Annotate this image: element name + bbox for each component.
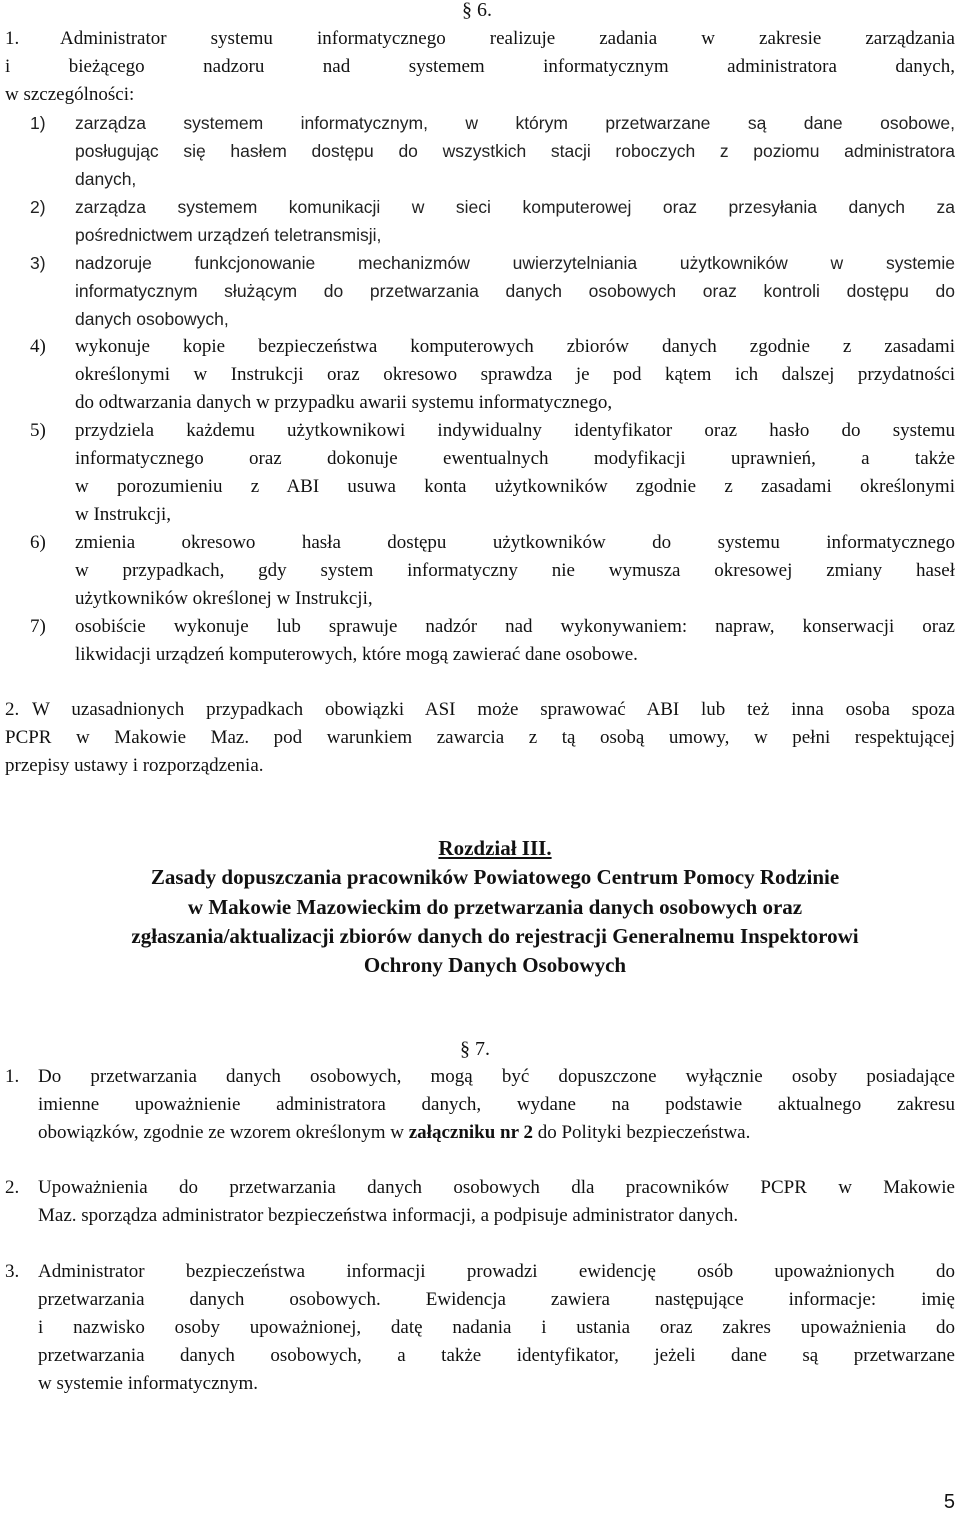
paragraph-text: przetwarzania danych osobowych, a także identyfikator, jeżeli dane są przetwarzane [38, 1345, 955, 1366]
paragraph-text: Maz. sporządza administrator bezpieczeństwa informacji, a podpisuje administrator danych. [38, 1205, 739, 1226]
chapter-title: zgłaszania/aktualizacji zbiorów danych do rejestracji Generalnemu Inspektorowi [131, 924, 859, 948]
list-item-number: 1) [30, 113, 46, 133]
paragraph-text: w systemie informatycznym. [38, 1373, 259, 1394]
list-item-text: posługując się hasłem dostępu do wszystkich stacji roboczych z poziomu administratora [75, 141, 955, 161]
paragraph-text: Do przetwarzania danych osobowych, mogą być dopuszczone wyłącznie osoby posiadające [38, 1066, 955, 1087]
list-item-text: w porozumieniu z ABI usuwa konta użytkowników zgodnie z zasadami określonymi [75, 476, 955, 497]
list-item-text: zmienia okresowo hasła dostępu użytkowników do systemu informatycznego [75, 532, 955, 553]
list-item-text: likwidacji urządzeń komputerowych, które mogą zawierać dane osobowe. [75, 644, 638, 665]
page-number: 5 [943, 1491, 955, 1513]
list-item-text: pośrednictwem urządzeń teletransmisji, [75, 225, 382, 245]
paragraph-text: i bieżącego nadzoru nad systemem informatycznym administratora danych, [5, 56, 955, 77]
paragraph-number: 1. [5, 1066, 20, 1087]
paragraph-number: 2. [5, 1177, 20, 1198]
paragraph-text: przepisy ustawy i rozporządzenia. [5, 755, 264, 776]
chapter-label: Rozdział III. [438, 836, 552, 860]
chapter-title: Zasady dopuszczania pracowników Powiatowego Centrum Pomocy Rodzinie [150, 865, 840, 889]
text-span: do Polityki bezpieczeństwa. [532, 1122, 751, 1143]
list-item-number: 7) [30, 616, 46, 637]
paragraph-text [38, 1121, 750, 1145]
list-item-number: 6) [30, 532, 46, 553]
chapter-title: Ochrony Danych Osobowych [363, 953, 627, 977]
list-item-text: w przypadkach, gdy system informatyczny nie wymusza okresowej zmiany haseł [75, 560, 955, 581]
list-item-number: 5) [30, 420, 46, 441]
paragraph-number: 3. [5, 1261, 20, 1282]
list-item-number: 4) [30, 336, 46, 357]
attachment-reference: załączniku nr 2 [408, 1122, 533, 1143]
paragraph-text: Upoważnienia do przetwarzania danych osobowych dla pracowników PCPR w Makowie [38, 1177, 955, 1198]
paragraph-text: w szczególności: [5, 84, 135, 105]
list-item-text: przydziela każdemu użytkownikowi indywidualny identyfikator oraz hasło do systemu [75, 420, 955, 441]
list-item-number: 3) [30, 253, 46, 273]
list-item-text: w Instrukcji, [75, 504, 172, 525]
paragraph-number: 2. [5, 699, 20, 720]
list-item-text: informatycznego oraz dokonuje ewentualnych modyfikacji uprawnień, a także [75, 448, 955, 469]
list-item-text: danych osobowych, [75, 309, 229, 329]
list-item-text: nadzoruje funkcjonowanie mechanizmów uwierzytelniania użytkowników w systemie [75, 253, 955, 273]
list-item-text: danych, [75, 169, 137, 189]
list-item-text: zarządza systemem komunikacji w sieci komputerowej oraz przesyłania danych za [75, 197, 955, 217]
list-item-text: użytkowników określonej w Instrukcji, [75, 588, 373, 609]
list-item-text: wykonuje kopie bezpieczeństwa komputerowych zbiorów danych zgodnie z zasadami [75, 336, 955, 357]
paragraph-text: PCPR w Makowie Maz. pod warunkiem zawarcia z tą osobą umowy, w pełni respektującej [5, 727, 955, 748]
paragraph-text: przetwarzania danych osobowych. Ewidencja zawiera następujące informacje: imię [38, 1289, 955, 1310]
text-span: obowiązków, zgodnie ze wzorem określonym w [38, 1122, 409, 1143]
list-item-text: osobiście wykonuje lub sprawuje nadzór nad wykonywaniem: napraw, konserwacji oraz [75, 616, 955, 637]
paragraph-text: i nazwisko osoby upoważnionej, datę nadania i ustania oraz zakres upoważnienia do [38, 1317, 955, 1338]
chapter-title: w Makowie Mazowieckim do przetwarzania danych osobowych oraz [187, 895, 803, 919]
paragraph-number: 1. [5, 28, 20, 49]
list-item-text: określonymi w Instrukcji oraz okresowo sprawdza je pod kątem ich dalszej przydatności [75, 364, 955, 385]
list-item-text: informatycznym służącym do przetwarzania danych osobowych oraz kontroli dostępu do [75, 281, 955, 301]
section-6-heading: § 6. [462, 0, 492, 21]
paragraph-text: Administrator bezpieczeństwa informacji prowadzi ewidencję osób upoważnionych do [38, 1261, 955, 1282]
list-item-text: do odtwarzania danych w przypadku awarii systemu informatycznego, [75, 392, 613, 413]
section-7-heading: § 7. [460, 1038, 490, 1060]
list-item-text: zarządza systemem informatycznym, w którym przetwarzane są dane osobowe, [75, 113, 955, 133]
paragraph-text: W uzasadnionych przypadkach obowiązki ASI może sprawować ABI lub też inna osoba spoza [32, 699, 955, 720]
paragraph-text: Administrator systemu informatycznego realizuje zadania w zakresie zarządzania [60, 28, 955, 49]
paragraph-text: imienne upoważnienie administratora danych, wydane na podstawie aktualnego zakresu [38, 1094, 955, 1115]
list-item-number: 2) [30, 197, 46, 217]
